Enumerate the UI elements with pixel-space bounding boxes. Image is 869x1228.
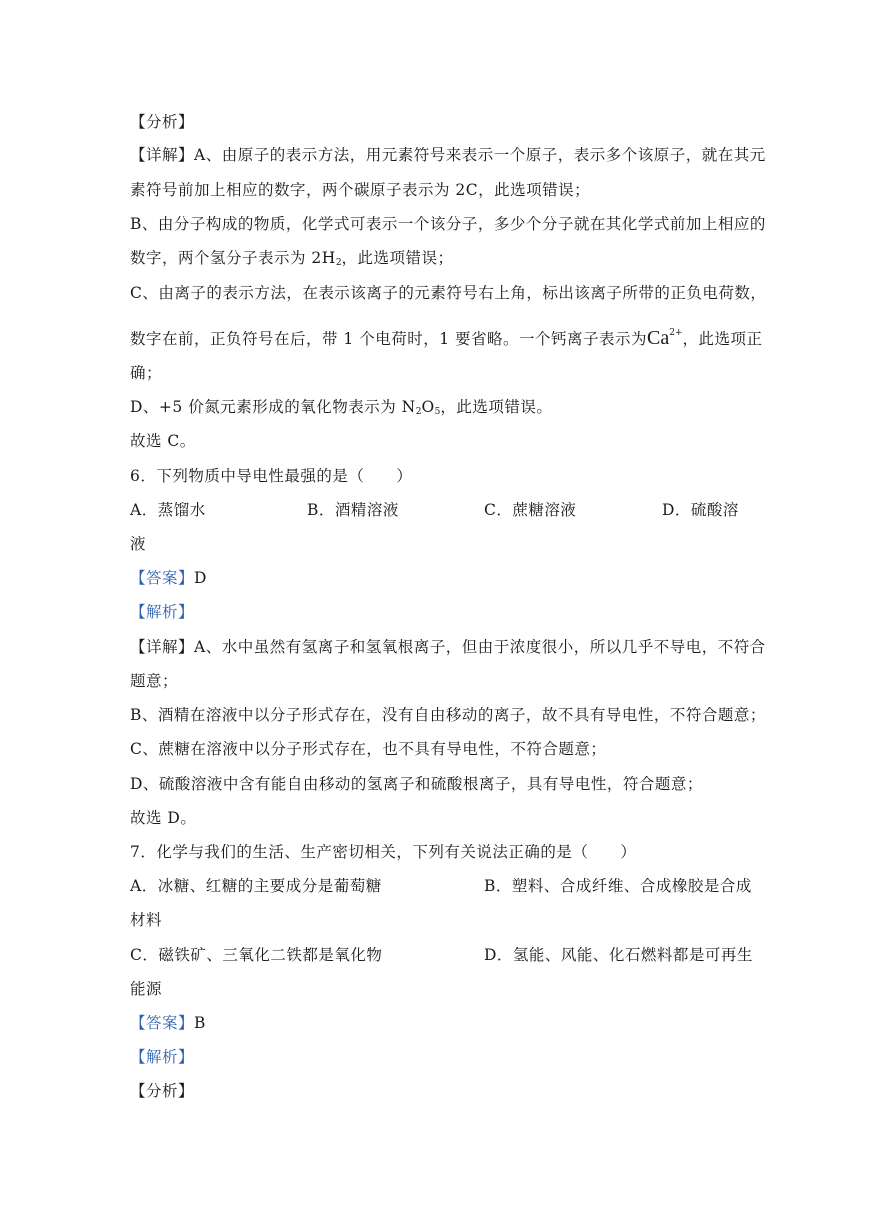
question-7-stem: 7．化学与我们的生活、生产密切相关，下列有关说法正确的是（ ） [130, 843, 637, 861]
detail-text: D、+5 价氮元素形成的氧化物表示为 $N_2O_5$，此选项错误。 [130, 398, 553, 417]
q6-option-d-wrap: 液 [130, 535, 147, 553]
q6-option-c: C．蔗糖溶液 [484, 501, 577, 519]
detail-text: B、由分子构成的物质，化学式可表示一个该分子，多少个分子就在其化学式前加上相应的 [130, 215, 766, 233]
q7-option-d-wrap: 能源 [130, 980, 163, 998]
q6-option-a: A．蒸馏水 [130, 501, 206, 519]
q6-option-b: B．酒精溶液 [307, 501, 399, 519]
detail-text: 确； [130, 364, 163, 382]
q7-option-c: C．磁铁矿、三氧化二铁都是氧化物 [130, 946, 383, 964]
q7-option-b: B．塑料、合成纤维、合成橡胶是合成 [484, 877, 752, 895]
detail-text: D、硫酸溶液中含有能自由移动的氢离子和硫酸根离子，具有导电性，符合题意； [130, 775, 703, 793]
detail-text: 题意； [130, 672, 179, 690]
answer-label: 【答案】 [130, 1014, 195, 1032]
analysis-heading: 【分析】 [130, 113, 195, 131]
detail-text: 【详解】A、由原子的表示方法，用元素符号来表示一个原子，表示多个该原子，就在其元 [130, 146, 766, 164]
detail-text: 数字，两个氢分子表示为 $2H_2$，此选项错误； [130, 249, 454, 268]
q6-answer: 【答案】D [130, 569, 207, 587]
question-6-stem: 6．下列物质中导电性最强的是（ ） [130, 467, 413, 485]
calcium-ion-formula: Ca [647, 327, 670, 349]
q7-answer: 【答案】B [130, 1014, 206, 1032]
detail-text: C、蔗糖在溶液中以分子形式存在，也不具有导电性，不符合题意； [130, 740, 607, 758]
q7-option-d: D．氢能、风能、化石燃料都是可再生 [484, 946, 753, 964]
q7-option-a: A．冰糖、红糖的主要成分是葡萄糖 [130, 877, 382, 895]
conclusion-text: 故选 C。 [130, 432, 196, 450]
detail-text: B、酒精在溶液中以分子形式存在，没有自由移动的离子，故不具有导电性，不符合题意； [130, 706, 766, 724]
analysis-heading: 【分析】 [130, 1082, 195, 1100]
detail-text: C、由离子的表示方法，在表示该离子的元素符号右上角，标出该离子所带的正负电荷数， [130, 284, 767, 302]
q7-explain-label: 【解析】 [130, 1048, 195, 1066]
conclusion-text: 故选 D。 [130, 809, 197, 827]
q6-explain-label: 【解析】 [130, 603, 195, 621]
detail-text: 数字在前，正负符号在后，带 1 个电荷时，1 要省略。一个钙离子表示为$Ca^{2+}$，此选项正 [130, 327, 763, 349]
detail-text: 【详解】A、水中虽然有氢离子和氢氧根离子，但由于浓度很小，所以几乎不导电，不符合 [130, 638, 766, 656]
q6-option-d: D．硫酸溶 [662, 501, 739, 519]
detail-text: 素符号前加上相应的数字，两个碳原子表示为 2C，此选项错误； [130, 181, 591, 199]
answer-label: 【答案】 [130, 569, 195, 587]
q7-option-b-wrap: 材料 [130, 911, 163, 929]
